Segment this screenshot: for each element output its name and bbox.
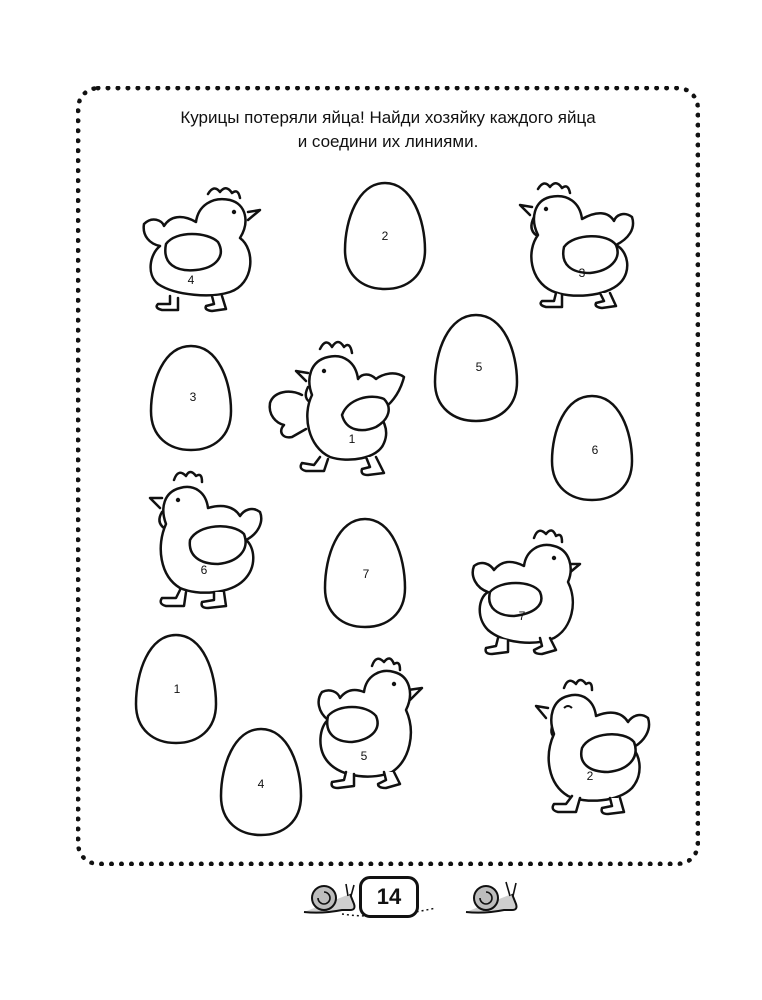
egg-number: 7 bbox=[362, 567, 370, 581]
hen-icon bbox=[148, 466, 270, 616]
hen-6[interactable] bbox=[148, 466, 270, 616]
hen-icon bbox=[468, 522, 588, 662]
egg-1[interactable] bbox=[133, 632, 219, 746]
hen-icon bbox=[314, 650, 426, 800]
instructions-line-1: Курицы потеряли яйца! Найди хозяйку каждого яйца bbox=[180, 108, 596, 127]
egg-5[interactable] bbox=[432, 312, 520, 424]
hen-7[interactable] bbox=[468, 522, 588, 662]
hen-icon bbox=[266, 333, 412, 485]
egg-icon bbox=[148, 343, 234, 453]
egg-number: 4 bbox=[257, 777, 265, 791]
egg-6[interactable] bbox=[549, 393, 635, 503]
egg-icon bbox=[432, 312, 520, 424]
egg-number: 1 bbox=[173, 682, 181, 696]
snail-icon bbox=[464, 878, 520, 921]
egg-number: 5 bbox=[475, 360, 483, 374]
egg-7[interactable] bbox=[322, 516, 408, 630]
hen-number: 5 bbox=[360, 749, 368, 763]
hen-4[interactable] bbox=[136, 180, 266, 315]
hen-5[interactable] bbox=[314, 650, 426, 800]
hen-2[interactable] bbox=[532, 672, 656, 822]
hen-number: 3 bbox=[578, 266, 586, 280]
hen-number: 7 bbox=[518, 609, 526, 623]
egg-icon bbox=[133, 632, 219, 746]
hen-icon bbox=[516, 175, 646, 315]
egg-icon bbox=[549, 393, 635, 503]
hen-icon bbox=[532, 672, 656, 822]
egg-2[interactable] bbox=[342, 180, 428, 292]
page-number bbox=[359, 876, 419, 918]
egg-number: 2 bbox=[381, 229, 389, 243]
task-instructions bbox=[96, 106, 680, 154]
hen-number: 2 bbox=[586, 769, 594, 783]
hen-1[interactable] bbox=[266, 333, 412, 485]
hen-number: 1 bbox=[348, 432, 356, 446]
egg-4[interactable] bbox=[218, 726, 304, 838]
egg-icon bbox=[322, 516, 408, 630]
egg-3[interactable] bbox=[148, 343, 234, 453]
hen-number: 6 bbox=[200, 563, 208, 577]
hen-number: 4 bbox=[187, 273, 195, 287]
egg-number: 6 bbox=[591, 443, 599, 457]
egg-number: 3 bbox=[189, 390, 197, 404]
egg-icon bbox=[218, 726, 304, 838]
egg-icon bbox=[342, 180, 428, 292]
page-number-text: 14 bbox=[376, 884, 402, 909]
hen-icon bbox=[136, 180, 266, 315]
hen-3[interactable] bbox=[516, 175, 646, 315]
instructions-line-2: и соедини их линиями. bbox=[297, 132, 479, 151]
